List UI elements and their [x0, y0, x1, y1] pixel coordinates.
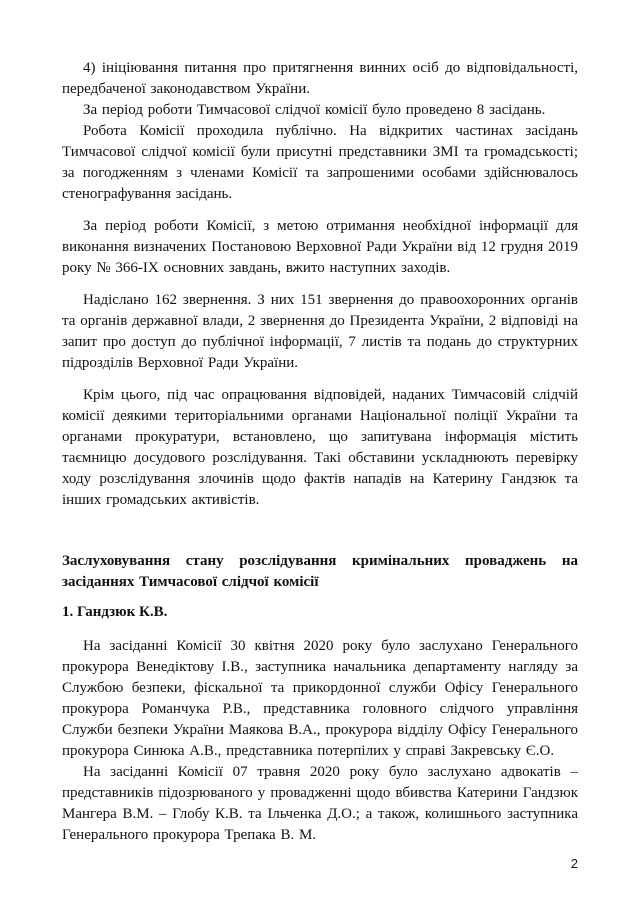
paragraph-session-may-07: На засіданні Комісії 07 травня 2020 року було заслухано адвокатів – представників підозрюваного у провадженні щодо вбивства Катерини Гандзюк Мангера В.М. – Глобу К.В. та Ільченка Д.О.; а також, колишнього заступника Генерального прокурора Трепака В. М. — [62, 764, 578, 843]
case-subheading-handziuk: 1. Гандзюк К.В. — [62, 604, 168, 620]
paragraph-session-april-30: На засіданні Комісії 30 квітня 2020 року було заслухано Генерального прокурора Венедіктову І.В., заступника начальника департаменту нагляду за Службою безпеки, фіскальної та прикордонної служби Офісу Генерального прокурора Романчука Р.В., представника головного слідчого управління Служби безпеки України Маякова В.А., прокурора відділу Офісу Генерального прокурора Синюка А.В., представника потерпілих у справі Закревську Є.О. — [62, 638, 578, 759]
paragraph-appeals-sent: Надіслано 162 звернення. З них 151 звернення до правоохоронних органів та органів державної влади, 2 звернення до Президента України, 2 відповіді на запит про доступ до публічної інформації, 7 листів та подань до структурних підрозділів Верховної Ради України. — [62, 292, 578, 371]
page-number: 2 — [570, 856, 578, 871]
paragraph-investigation-secrecy: Крім цього, під час опрацювання відповідей, наданих Тимчасовій слідчій комісії деякими територіальними органами Національної поліції України та органами прокуратури, встановлено, що запитувана інформація містить таємницю досудового розслідування. Такі обставини ускладнюють перевірку ходу розслідування злочинів щодо фактів нападів на Катерину Гандзюк та інших громадських активістів. — [62, 387, 578, 508]
paragraph-public-work: Робота Комісії проходила публічно. На відкритих частинах засідань Тимчасової слідчої комісії були присутні представники ЗМІ та громадськості; за погодженням з членами Комісії та запрошеними особами здійснювалось стенографування засідань. — [62, 123, 578, 202]
paragraph-sessions-count: За період роботи Тимчасової слідчої комісії було проведено 8 засідань. — [83, 102, 546, 118]
paragraph-liability-initiation: 4) ініціювання питання про притягнення винних осіб до відповідальності, передбаченої законодавством України. — [62, 60, 578, 97]
section-heading: Заслуховування стану розслідування кримінальних проваджень на засіданнях Тимчасової слідчої комісії — [62, 553, 578, 590]
paragraph-measures-taken: За період роботи Комісії, з метою отримання необхідної інформації для виконання визначених Постановою Верховної Ради України від 12 грудня 2019 року № 366-IX основних завдань, вжито наступних заходів. — [62, 218, 578, 276]
